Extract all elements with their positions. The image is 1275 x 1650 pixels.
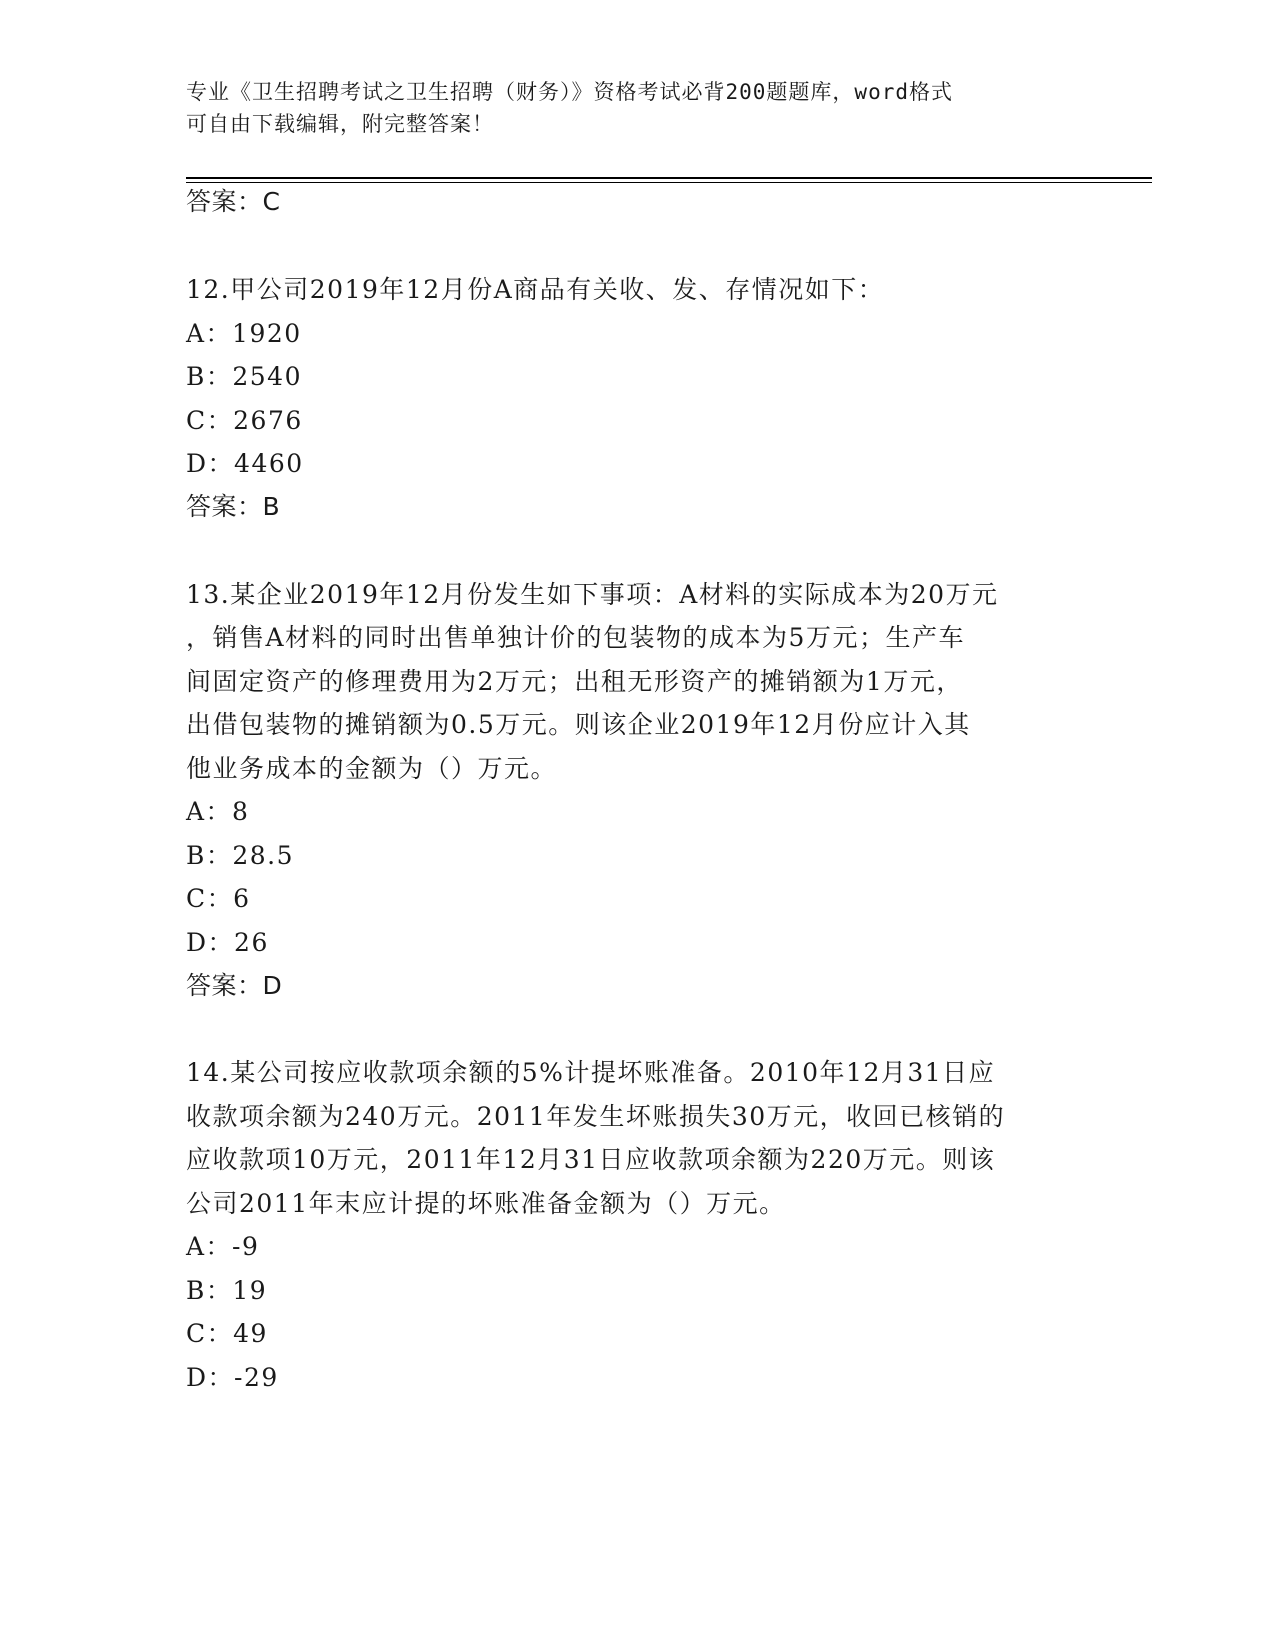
question-13-option-d: D：26 xyxy=(186,928,269,957)
question-14-stem-line: 应收款项10万元，2011年12月31日应收款项余额为220万元。则该 xyxy=(186,1145,996,1174)
answer-previous: 答案：C xyxy=(186,187,281,216)
header-title-line-2: 可自由下载编辑，附完整答案！ xyxy=(186,112,494,136)
question-12-option-b: B：2540 xyxy=(186,362,302,391)
question-13-stem-line: 间固定资产的修理费用为2万元；出租无形资产的摊销额为1万元， xyxy=(186,667,963,696)
header-title-line-1: 专业《卫生招聘考试之卫生招聘（财务）》资格考试必背200题题库，word格式 xyxy=(186,80,953,104)
question-14-option-c: C：49 xyxy=(186,1319,268,1348)
question-12-option-a: A：1920 xyxy=(186,319,302,348)
question-14-stem-line: 14.某公司按应收款项余额的5%计提坏账准备。2010年12月31日应 xyxy=(186,1058,996,1087)
question-13-stem-line: ，销售A材料的同时出售单独计价的包装物的成本为5万元；生产车 xyxy=(186,623,965,652)
question-13-option-b: B：28.5 xyxy=(186,841,295,870)
question-12-answer: 答案：B xyxy=(186,492,281,521)
question-12-stem: 12.甲公司2019年12月份A商品有关收、发、存情况如下： xyxy=(186,275,885,304)
question-13-stem-line: 13.某企业2019年12月份发生如下事项：A材料的实际成本为20万元 xyxy=(186,580,999,609)
question-14-option-d: D：-29 xyxy=(186,1363,279,1392)
question-13-stem-line: 出借包装物的摊销额为0.5万元。则该企业2019年12月份应计入其 xyxy=(186,710,971,739)
question-14-stem-line: 公司2011年末应计提的坏账准备金额为（）万元。 xyxy=(186,1189,786,1218)
question-13-stem-line: 他业务成本的金额为（）万元。 xyxy=(186,754,558,783)
question-12-option-d: D：4460 xyxy=(186,449,304,478)
document-header xyxy=(186,76,1066,140)
question-13-option-a: A：8 xyxy=(186,797,250,826)
question-13-option-c: C：6 xyxy=(186,884,251,913)
header-divider-thin xyxy=(186,182,1152,183)
question-13-answer: 答案：D xyxy=(186,971,283,1000)
question-14-option-b: B：19 xyxy=(186,1276,268,1305)
question-12-option-c: C：2676 xyxy=(186,406,303,435)
header-divider-thick xyxy=(186,177,1152,179)
question-14-option-a: A：-9 xyxy=(186,1232,260,1261)
question-14-stem-line: 收款项余额为240万元。2011年发生坏账损失30万元，收回已核销的 xyxy=(186,1102,1006,1131)
